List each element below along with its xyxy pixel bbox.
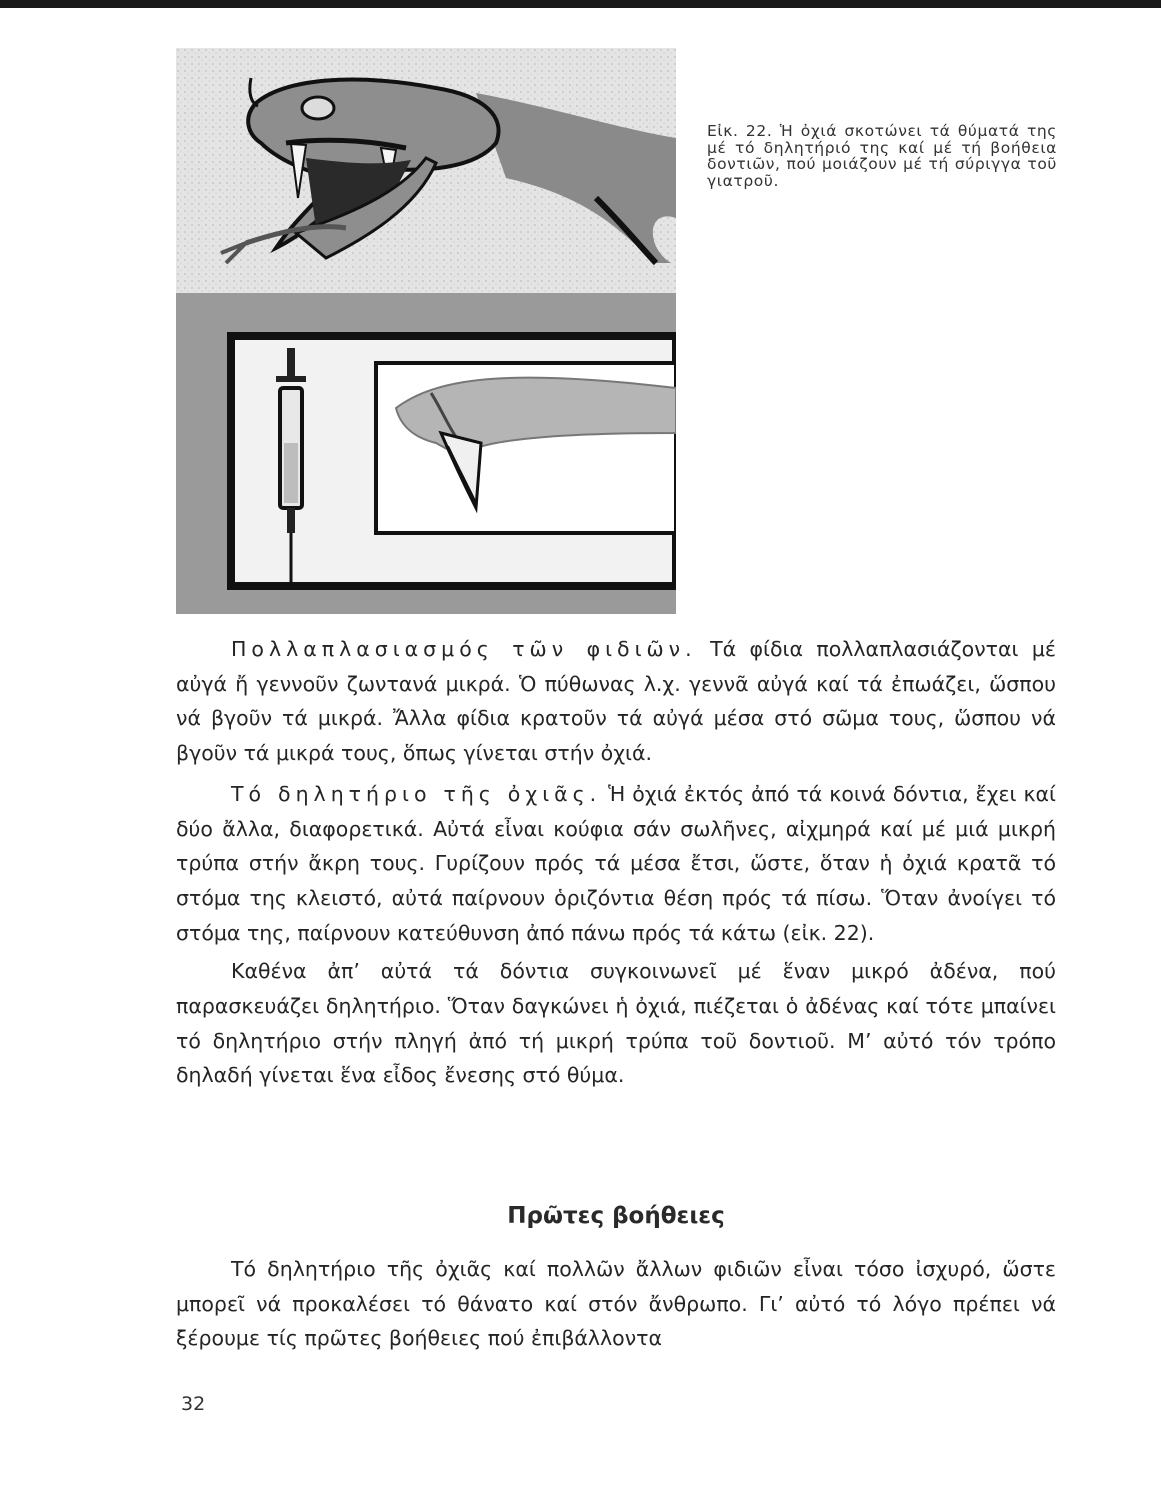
paragraph-venom bbox=[176, 777, 1056, 951]
figure-caption: Εἰκ. 22. Ἡ ὀχιά σκοτώνει τά θύματά της μέ τό δηλητήριό της καί μέ τή βοήθεια δοντιῶν, πού μοιάζουν μέ τή σύριγγα τοῦ γιατροῦ. bbox=[707, 122, 1057, 190]
page-number: 32 bbox=[181, 1393, 206, 1415]
paragraph-venom-2: Καθένα ἀπ’ αὐτά τά δόντια συγκοινωνεῖ μέ ἕναν μικρό ἀδένα, πού παρασκευάζει δηλητήριο. Ὅταν δαγκώνει ἡ ὀχιά, πιέζεται ὁ ἀδένας καί τότε μπαίνει τό δηλητήριο στήν πληγή ἀπό τή μικρή τρύπα τοῦ δοντιοῦ. Μ’ αὐτό τόν τρόπο δηλαδή γίνεται ἕνα εἶδος ἔνεσης στό θύμα. bbox=[176, 959, 1056, 1088]
paragraph-reproduction-text: Τά φίδια πολλαπλασιάζονται μέ αὐγά ἤ γεννοῦν ζωντανά μικρά. Ὁ πύθωνας λ.χ. γεννᾶ αὐγά καί τά ἐπωάζει, ὥσπου νά βγοῦν τά μικρά. Ἄλλα φίδια κρατοῦν τά αὐγά μέσα στό σῶμα τους, ὥσπου νά βγοῦν τά μικρά τους, ὅπως γίνεται στήν ὀχιά. bbox=[176, 637, 1056, 766]
paragraph-venom-text: Ἡ ὀχιά ἐκτός ἀπό τά κοινά δόντια, ἔχει καί δύο ἄλλα, διαφορετικά. Αὐτά εἶναι κούφια σάν σωλῆνες, αἰχμηρά καί μέ μιά μικρή τρύπα στήν ἄκρη τους. Γυρίζουν πρός τά μέσα ἔτσι, ὥστε, ὅταν ἡ ὀχιά κρατᾶ τό στόμα της κλειστό, αὐτά παίρνουν ὁριζόντια θέση πρός τά πίσω. Ὅταν ἀνοίγει τό στόμα της, παίρνουν κατεύθυνση ἀπό πάνω πρός τά κάτω (εἰκ. 22). bbox=[176, 781, 1056, 945]
viper-head-illustration-icon bbox=[176, 48, 676, 293]
syringe-and-fang-illustration-icon bbox=[176, 293, 676, 614]
page-top-border bbox=[0, 0, 1161, 8]
main-text bbox=[176, 632, 1056, 1093]
paragraph-reproduction bbox=[176, 632, 1056, 771]
figure-22 bbox=[176, 48, 676, 614]
section-title-reproduction: Πολλαπλασιασμός τῶν φιδιῶν. bbox=[231, 637, 697, 661]
section-title-venom: Τό δηλητήριο τῆς ὀχιᾶς. bbox=[231, 781, 602, 806]
first-aid-text bbox=[176, 1252, 1056, 1356]
paragraph-first-aid: Τό δηλητήριο τῆς ὀχιᾶς καί πολλῶν ἄλλων φιδιῶν εἶναι τόσο ἰσχυρό, ὥστε μπορεῖ νά προκαλέσει τό θάνατο καί στόν ἄνθρωπο. Γι’ αὐτό τό λόγο πρέπει νά ξέρουμε τίς πρῶτες βοήθειες πού ἐπιβάλλοντα bbox=[176, 1257, 1056, 1351]
section-heading-first-aid: Πρῶτες βοήθειες bbox=[507, 1203, 725, 1229]
